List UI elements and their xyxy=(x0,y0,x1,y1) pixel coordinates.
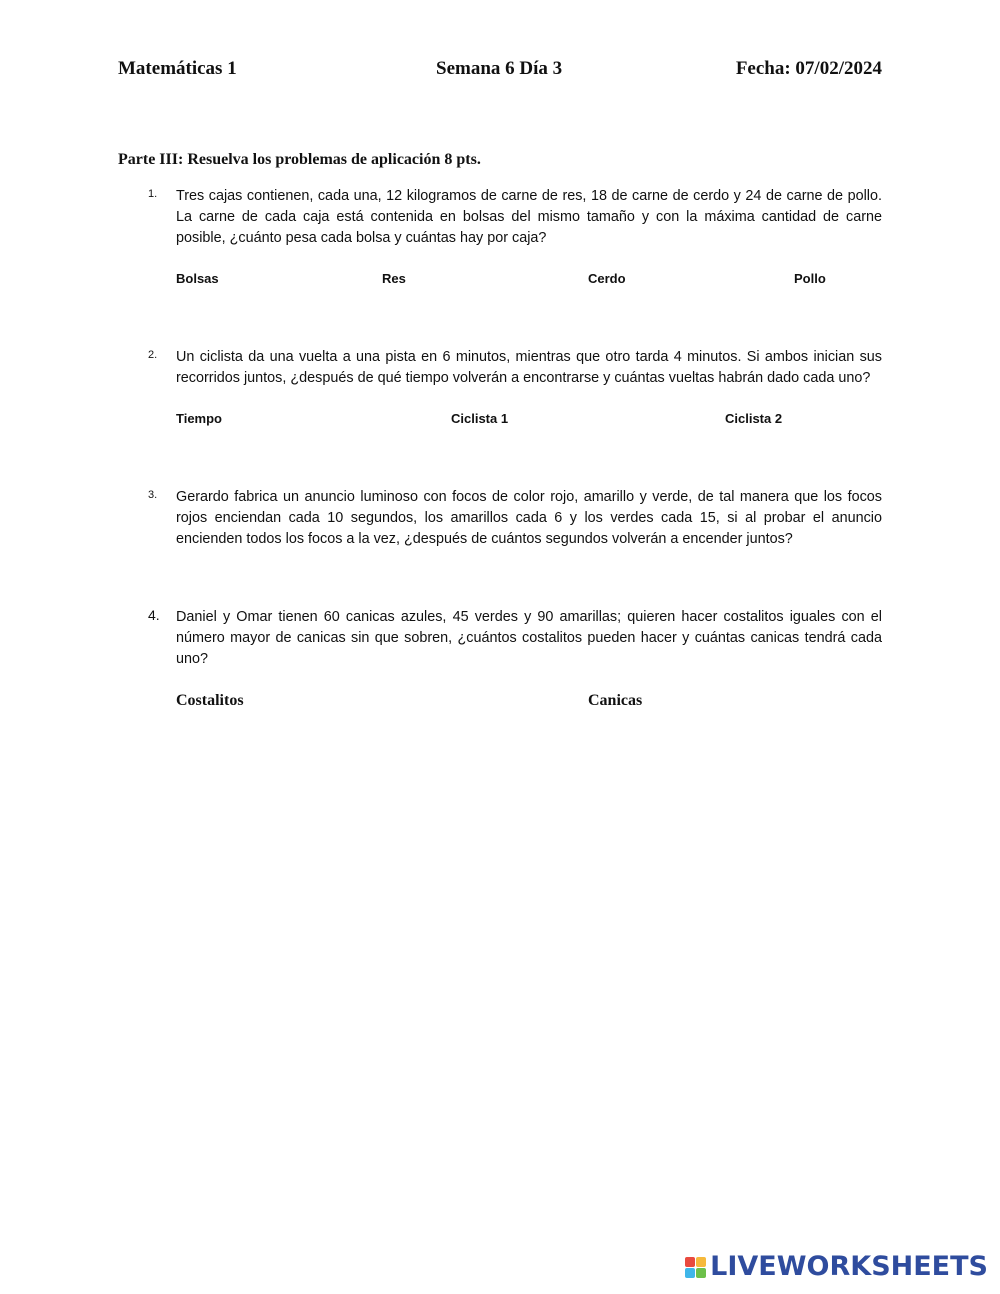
brand-name: LIVEWORKSHEETS xyxy=(710,1251,988,1282)
answer-label-ciclista-2: Ciclista 2 xyxy=(725,411,783,426)
page-header xyxy=(118,58,882,86)
problem-text: Daniel y Omar tienen 60 canicas azules, 45 verdes y 90 amarillas; quieren hacer costalitos iguales con el número mayor de canicas sin que sobren, ¿cuántos costalitos pueden hacer y cuántas canicas tendrá cada uno? xyxy=(176,609,882,667)
problem-text: Gerardo fabrica un anuncio luminoso con focos de color rojo, amarillo y verde, de tal manera que los focos rojos enciendan cada 10 segundos, los amarillos cada 6 y los verdes cada 15, si al probar el anuncio encienden todos los focos a la vez, ¿después de cuántos segundos volverán a encender juntos? xyxy=(176,489,882,547)
problem-1 xyxy=(118,186,882,296)
liveworksheets-mark-icon xyxy=(685,1257,706,1278)
problem-text: Un ciclista da una vuelta a una pista en 6 minutos, mientras que otro tarda 4 minutos. Si ambos inician sus recorridos juntos, ¿después de qué tiempo volverán a encontrarse y cuántas vueltas habrán dado cada uno? xyxy=(176,349,882,386)
problem-2 xyxy=(118,347,882,437)
problem-number: 2. xyxy=(148,349,158,361)
answer-label-pollo: Pollo xyxy=(794,271,826,286)
problem-3 xyxy=(118,487,882,557)
answer-labels xyxy=(176,271,882,291)
answer-label-ciclista-1: Ciclista 1 xyxy=(451,411,509,426)
answer-label-bolsas: Bolsas xyxy=(176,271,219,286)
date-label: Fecha: 07/02/2024 xyxy=(735,58,882,79)
answer-label-costalitos: Costalitos xyxy=(176,692,244,709)
problem-text: Tres cajas contienen, cada una, 12 kilogramos de carne de res, 18 de carne de cerdo y 24 de carne de pollo. La carne de cada caja está contenida en bolsas del mismo tamaño y con la máxima cantidad de carne posible, ¿cuánto pesa cada bolsa y cuántas hay por caja? xyxy=(176,188,882,246)
answer-label-canicas: Canicas xyxy=(588,692,643,709)
problem-number: 3. xyxy=(148,489,158,501)
answer-label-cerdo: Cerdo xyxy=(588,271,626,286)
section-title: Parte III: Resuelva los problemas de aplicación 8 pts. xyxy=(118,151,481,168)
answer-labels xyxy=(176,692,882,712)
problem-4 xyxy=(118,607,882,717)
answer-labels xyxy=(176,411,882,431)
answer-label-tiempo: Tiempo xyxy=(176,411,222,426)
week-day-label: Semana 6 Día 3 xyxy=(436,58,563,79)
answer-label-res: Res xyxy=(382,271,406,286)
problem-number: 1. xyxy=(148,188,158,200)
subject-title: Matemáticas 1 xyxy=(118,58,237,79)
liveworksheets-logo xyxy=(685,1252,988,1282)
problem-number: 4. xyxy=(148,607,160,623)
